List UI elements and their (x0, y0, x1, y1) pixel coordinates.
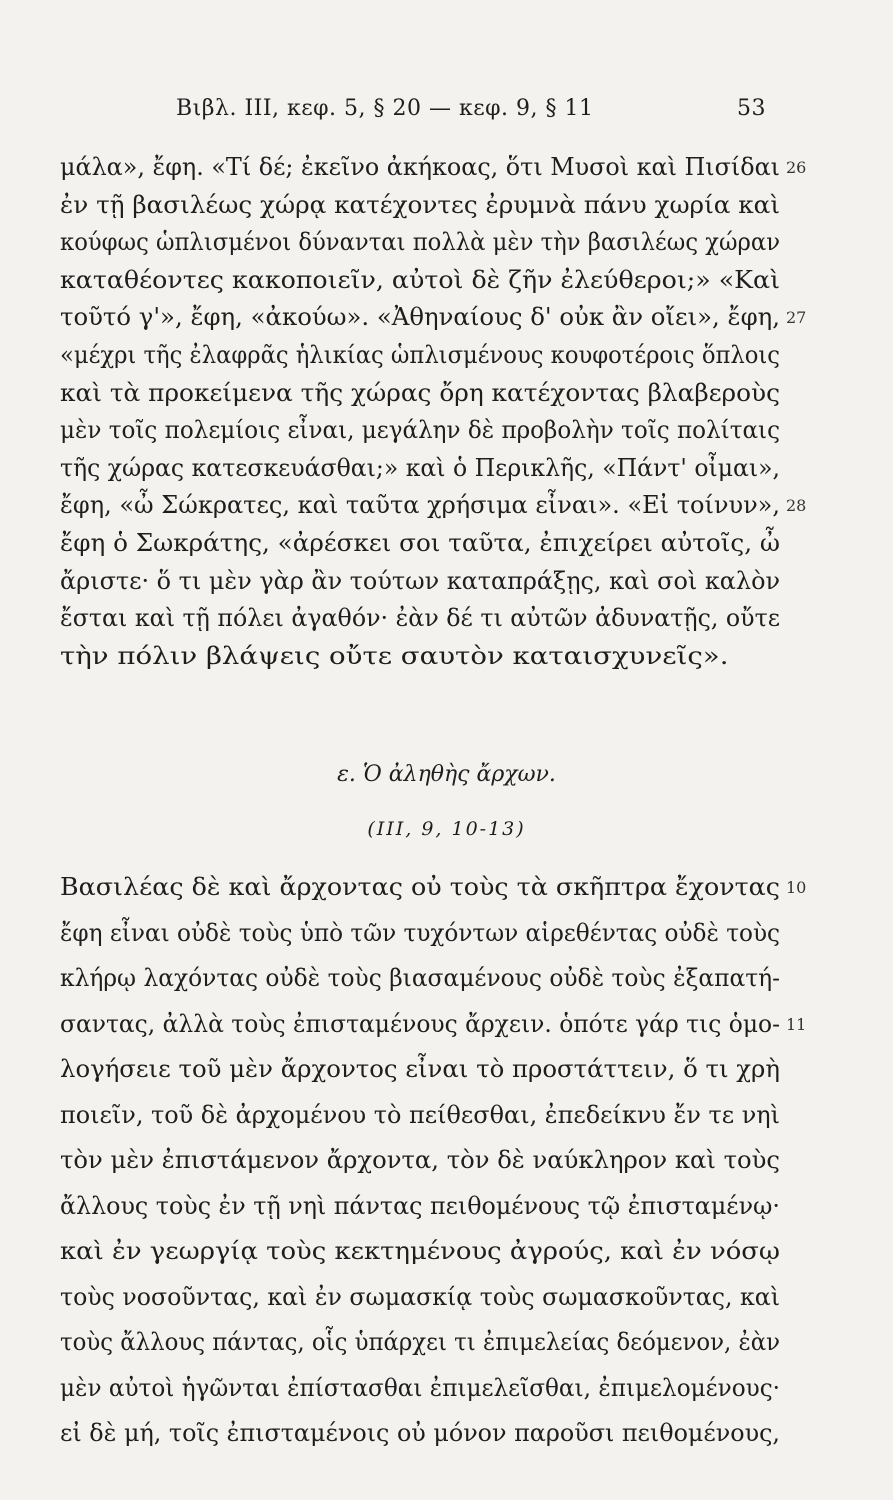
text-line (60, 872, 780, 902)
page-number: 53 (737, 96, 766, 121)
text-line (60, 490, 780, 520)
text-line (60, 1327, 780, 1357)
text-line (60, 918, 780, 948)
text-line-content: ποιεῖν, τοῦ δὲ ἀρχομένου τὸ πείθεσθαι, ἐπεδείκνυ ἔν τε νηὶ (60, 1100, 780, 1129)
text-line (60, 566, 780, 596)
text-line (60, 378, 780, 408)
text-line-content: κούφως ὡπλισμένοι δύνανται πολλὰ μὲν τὴν βασιλέως χώραν (60, 228, 780, 257)
text-line-content: ἄριστε· ὅ τι μὲν γὰρ ἂν τούτων καταπράξῃς, καὶ σοὶ καλὸν (60, 566, 780, 595)
text-line-content: μὲν αὐτοὶ ἡγῶνται ἐπίστασθαι ἐπιμελεῖσθαι, ἐπιμελομένους· (60, 1373, 780, 1402)
text-line-content: Βασιλέας δὲ καὶ ἄρχοντας οὐ τοὺς τὰ σκῆπτρα ἔχοντας (60, 873, 781, 901)
text-line (60, 1373, 780, 1403)
text-line (60, 1282, 780, 1312)
text-line-content: τοῦτό γ'», ἔφη, «ἀκούω». «Ἀθηναίους δ' οὐκ ἂν οἴει», ἔφη, (60, 303, 781, 332)
section-heading: ε. Ὁ ἀληθὴς ἄρχων. (337, 762, 556, 787)
text-line-content: ἔφη εἶναι οὐδὲ τοὺς ὑπὸ τῶν τυχόντων αἱρεθέντας οὐδὲ τοὺς (60, 918, 780, 947)
text-line-content: σαντας, ἀλλὰ τοὺς ἐπισταμένους ἄρχειν. ὁπότε γάρ τις ὁμο- (60, 1009, 780, 1038)
text-line-content: καταθέοντες κακοποιεῖν, αὐτοὶ δὲ ζῆν ἐλεύθεροι;» «Καὶ (60, 265, 781, 294)
text-line-content: λογήσειε τοῦ μὲν ἄρχοντος εἶναι τὸ προστάττειν, ὅ τι χρὴ (60, 1055, 780, 1083)
header-reference: Βιβλ. ΙΙΙ, κεφ. 5, § 20 — κεφ. 9, § 11 (176, 96, 594, 121)
text-line-content: ἔφη ὁ Σωκράτης, «ἀρέσκει σοι ταῦτα, ἐπιχείρει αὐτοῖς, ὦ (60, 529, 780, 557)
text-line-content: καὶ τὰ προκείμενα τῆς χώρας ὄρη κατέχοντας βλαβεροὺς (60, 378, 781, 407)
line-number: 10 (786, 878, 807, 897)
text-line (60, 152, 780, 182)
text-line (60, 340, 780, 370)
line-number: 28 (786, 496, 807, 516)
text-line-content: «μέχρι τῆς ἐλαφρᾶς ἡλικίας ὡπλισμένους κουφοτέροις ὅπλοις (60, 341, 780, 369)
text-line (60, 302, 780, 332)
text-line-content: εἰ δὲ μή, τοῖς ἐπισταμένοις οὐ μόνον παροῦσι πειθομένους, (60, 1419, 780, 1447)
text-line-content: ἄλλους τοὺς ἐν τῇ νηὶ πάντας πειθομένους τῷ ἐπισταμένῳ· (60, 1191, 780, 1220)
text-line (60, 1054, 780, 1084)
text-line-content: τὴν πόλιν βλάψεις οὔτε σαυτὸν καταισχυνεῖς». (60, 641, 729, 670)
text-line-content: τὸν μὲν ἐπιστάμενον ἄρχοντα, τὸν δὲ ναύκληρον καὶ τοὺς (60, 1146, 780, 1174)
text-line (60, 453, 780, 483)
text-line (60, 415, 780, 445)
line-number: 26 (786, 158, 807, 177)
text-line (60, 1236, 780, 1266)
line-number: 11 (786, 1014, 807, 1034)
text-line (60, 265, 780, 295)
text-line-content: ἔφη, «ὦ Σώκρατες, καὶ ταῦτα χρήσιμα εἶναι». «Εἰ τοίνυν», (60, 491, 780, 520)
text-line-content: καὶ ἐν γεωργίᾳ τοὺς κεκτημένους ἀγρούς, καὶ ἐν νόσῳ (60, 1237, 780, 1265)
text-line (60, 190, 780, 220)
text-line (60, 1009, 780, 1039)
line-number: 27 (786, 308, 807, 328)
text-line (60, 603, 780, 633)
text-line-content: ἔσται καὶ τῇ πόλει ἀγαθόν· ἐὰν δέ τι αὐτῶν ἀδυνατῇς, οὔτε (60, 604, 780, 633)
text-line-content: κλήρῳ λαχόντας οὐδὲ τοὺς βιασαμένους οὐδὲ τοὺς ἐξαπατή- (60, 964, 780, 992)
text-line-content: ἐν τῇ βασιλέως χώρᾳ κατέχοντες ἐρυμνὰ πάνυ χωρία καὶ (60, 190, 780, 219)
section-reference: (ΙΙΙ, 9, 10-13) (367, 818, 526, 840)
text-line-content: τοὺς νοσοῦντας, καὶ ἐν σωμασκίᾳ τοὺς σωμασκοῦντας, καὶ (60, 1282, 780, 1311)
text-line (60, 963, 780, 993)
text-line (60, 227, 780, 257)
text-line (60, 1191, 780, 1221)
text-line (60, 528, 780, 558)
text-line-content: μάλα», ἔφη. «Τί δέ; ἐκεῖνο ἀκήκοας, ὅτι Μυσοὶ καὶ Πισίδαι (60, 153, 780, 181)
text-line-content: τῆς χώρας κατεσκευάσθαι;» καὶ ὁ Περικλῆς, «Πάντ' οἶμαι», (60, 453, 780, 482)
text-line-content: τοὺς ἄλλους πάντας, οἷς ὑπάρχει τι ἐπιμελείας δεόμενον, ἐὰν (60, 1328, 780, 1356)
text-line-content: μὲν τοῖς πολεμίοις εἶναι, μεγάλην δὲ προβολὴν τοῖς πολίταις (60, 416, 780, 445)
text-line (60, 1418, 780, 1448)
text-line (60, 1100, 780, 1130)
text-line (60, 641, 780, 671)
text-line (60, 1145, 780, 1175)
